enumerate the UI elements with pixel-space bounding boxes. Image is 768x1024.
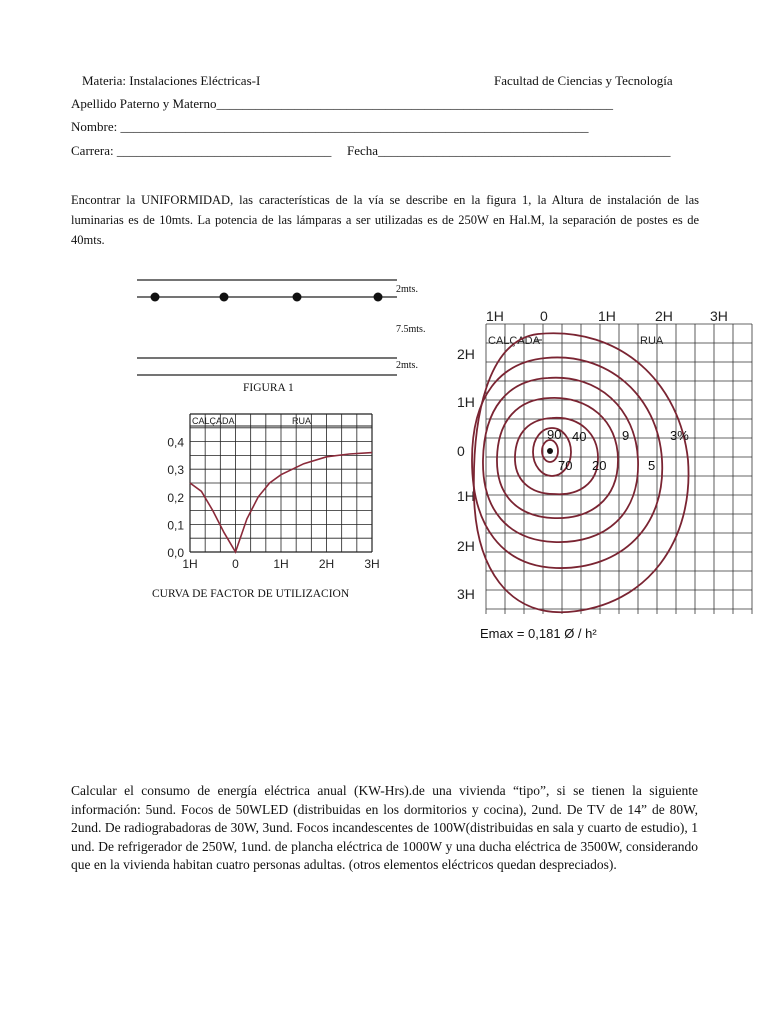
contour-label-40: 40 bbox=[572, 429, 587, 444]
y-tick-label: 0,3 bbox=[167, 463, 184, 478]
dim-middle-label: 7.5mts. bbox=[396, 324, 426, 335]
x-tick-labels bbox=[182, 557, 379, 571]
x-tick-label: 0 bbox=[232, 557, 239, 571]
y-tick-label: 0,2 bbox=[167, 490, 184, 505]
left-tick-label: 1H bbox=[457, 394, 475, 410]
lamp-post bbox=[293, 293, 302, 302]
isolux-diagram bbox=[452, 300, 764, 648]
x-tick-label: 1H bbox=[182, 557, 198, 571]
contour-label-5: 5 bbox=[648, 458, 656, 473]
left-tick-label: 0 bbox=[457, 443, 465, 459]
contour-label-90: 90 bbox=[547, 427, 562, 442]
dim-top-label: 2mts. bbox=[396, 284, 418, 295]
curve-caption: CURVA DE FACTOR DE UTILIZACION bbox=[152, 588, 350, 600]
left-tick-label: 2H bbox=[457, 538, 475, 554]
utilization-curve-chart bbox=[150, 402, 390, 582]
top-tick-label: 0 bbox=[540, 308, 548, 324]
contour-label-3pct: 3% bbox=[670, 428, 689, 443]
luminaire-point bbox=[547, 448, 553, 454]
dim-bottom-label: 2mts. bbox=[396, 360, 418, 371]
surname-field: Apellido Paterno y Materno_____________________________________________________________ bbox=[71, 96, 613, 111]
top-tick-label: 3H bbox=[710, 308, 728, 324]
subject-label: Materia: Instalaciones Eléctricas-I bbox=[82, 73, 261, 88]
figure-1-caption: FIGURA 1 bbox=[243, 382, 294, 394]
y-tick-labels bbox=[167, 436, 184, 560]
x-tick-label: 2H bbox=[318, 557, 335, 571]
top-tick-label: 1H bbox=[486, 308, 504, 324]
name-field: Nombre: ________________________________________________________________________ bbox=[71, 119, 589, 134]
left-tick-label: 1H bbox=[457, 488, 475, 504]
left-tick-label: 2H bbox=[457, 346, 475, 362]
chart-label-calcada: CALÇADA bbox=[192, 416, 235, 426]
top-tick-label: 1H bbox=[598, 308, 616, 324]
top-tick-label: 2H bbox=[655, 308, 673, 324]
contour-label-20: 20 bbox=[592, 458, 607, 473]
chart-label-rua: RUA bbox=[292, 416, 312, 426]
problem-2-text: Calcular el consumo de energía eléctrica anual (KW-Hrs).de una vivienda “tipo”, si se tienen la siguiente información: 5und. Focos de 50WLED (distribuidas en los dormitorios y cocina), 2und. De TV de 14” de 80W, 2und. De radiograbadoras de 30W, 3und. Focos incandescentes de 100W(distribuidas en sala y cuarto de estudio), 1 und. De refrigerador de 250W, 1und. de plancha eléctrica de 1000W y una ducha eléctrica de 3500W, considerando que en la vivienda habitan cuatro personas adultas. (otros elementos eléctricos quedan despreciados). bbox=[71, 783, 698, 872]
contour-label-70: 70 bbox=[558, 458, 573, 473]
isolux-label-calcada: CALÇADA bbox=[488, 335, 540, 347]
top-tick-labels bbox=[486, 308, 728, 324]
lamp-post bbox=[220, 293, 229, 302]
faculty-label: Facultad de Ciencias y Tecnología bbox=[494, 73, 673, 88]
x-tick-label: 3H bbox=[364, 557, 380, 571]
isolux-contours bbox=[472, 333, 689, 612]
career-field: Carrera: _________________________________ bbox=[71, 143, 332, 158]
isolux-label-rua: RUA bbox=[640, 335, 664, 347]
figure-1-diagram bbox=[130, 270, 440, 400]
date-field: Fecha_____________________________________________ bbox=[347, 143, 671, 158]
y-tick-label: 0,1 bbox=[167, 518, 184, 533]
lamp-post bbox=[374, 293, 383, 302]
contour-label-9: 9 bbox=[622, 428, 630, 443]
y-tick-label: 0,0 bbox=[167, 546, 184, 560]
chart-grid bbox=[190, 414, 372, 552]
problem-1-text: Encontrar la UNIFORMIDAD, las características de la vía se describe en la figura 1, la Altura de instalación de las luminarias es de 10mts. La potencia de las lámparas a ser utilizadas es de 250W en Hal.M, la separación de postes es de 40mts. bbox=[71, 193, 699, 247]
lamp-post bbox=[151, 293, 160, 302]
x-tick-label: 1H bbox=[273, 557, 289, 571]
left-tick-label: 3H bbox=[457, 586, 475, 602]
isolux-grid bbox=[486, 324, 752, 614]
y-tick-label: 0,4 bbox=[167, 435, 184, 450]
emax-formula: Emax = 0,181 Ø / h² bbox=[480, 626, 597, 641]
